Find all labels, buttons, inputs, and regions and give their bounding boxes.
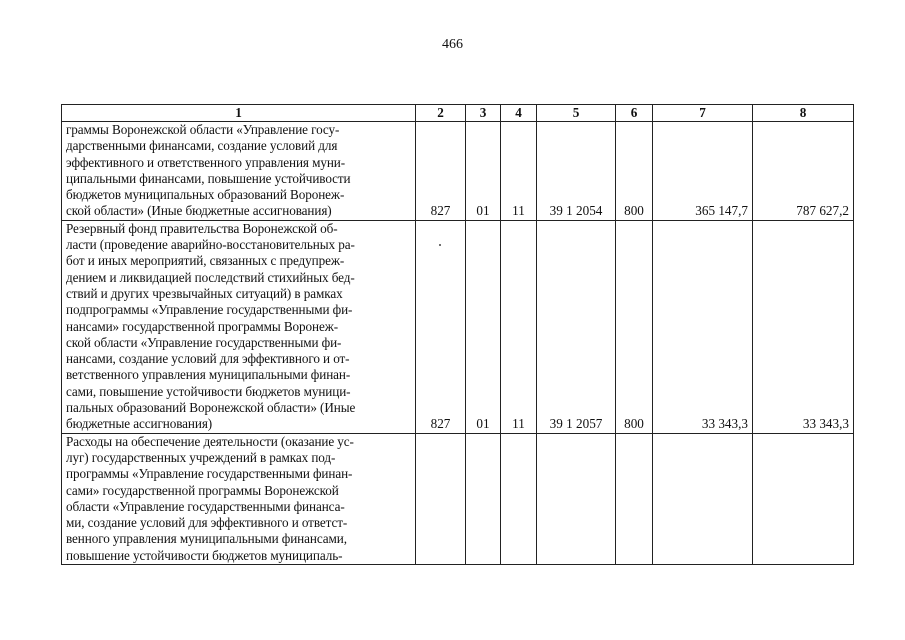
- cell-expense-type: [616, 433, 653, 564]
- cell-amount-col8: [753, 433, 854, 564]
- table-row: [62, 122, 854, 221]
- description-line: ветственного управления муниципальными финан-: [66, 367, 351, 383]
- description-line: программы «Управление государственными финан-: [66, 466, 353, 482]
- cell-amount-col7: [653, 433, 753, 564]
- header-col-5: 5: [537, 105, 616, 122]
- budget-table: [61, 104, 854, 565]
- description-line: ской области» (Иные бюджетные ассигнования): [66, 203, 332, 219]
- header-col-2: 2: [416, 105, 466, 122]
- description-line: нансами, создание условий для эффективного и от-: [66, 351, 350, 367]
- header-col-4: 4: [501, 105, 537, 122]
- table-header-row: [62, 105, 854, 122]
- description-line: области «Управление государственными финанса-: [66, 498, 345, 514]
- description-line: ласти (проведение аварийно-восстановительных ра-: [66, 237, 355, 253]
- cell-amount-col7: 33 343,3: [653, 220, 753, 433]
- description-line: ми, создание условий для эффективного и ответст-: [66, 515, 348, 531]
- header-col-1: 1: [62, 105, 416, 122]
- description-line: Расходы на обеспечение деятельности (оказание ус-: [66, 433, 354, 449]
- description-line: нансами» государственной программы Воронеж-: [66, 318, 339, 334]
- cell-ministry-code: 827: [416, 220, 466, 433]
- description-line: луг) государственных учреждений в рамках под-: [66, 449, 336, 465]
- cell-section: [466, 433, 501, 564]
- description-line: венного управления муниципальными финансами,: [66, 531, 347, 547]
- cell-subsection: 11: [501, 122, 537, 221]
- description-line: бот и иных мероприятий, связанных с предупреж-: [66, 253, 345, 269]
- row-description: [62, 433, 416, 564]
- description-line: ципальными финансами, повышение устойчивости: [66, 170, 351, 186]
- description-line: сами, повышение устойчивости бюджетов муници-: [66, 383, 351, 399]
- description-line: пальных образований Воронежской области» (Иные: [66, 400, 356, 416]
- cell-expense-type: 800: [616, 220, 653, 433]
- description-line: эффективного и ответственного управления муни-: [66, 154, 346, 170]
- description-line: ской области «Управление государственными фи-: [66, 334, 342, 350]
- header-col-6: 6: [616, 105, 653, 122]
- description-line: бюджетов муниципальных образований Воронеж-: [66, 187, 345, 203]
- table-row: [62, 433, 854, 564]
- row-description: [62, 220, 416, 433]
- description-line: дением и ликвидацией последствий стихийных бед-: [66, 269, 355, 285]
- cell-section: 01: [466, 122, 501, 221]
- cell-target-article: [537, 433, 616, 564]
- scan-speck-mark: [439, 244, 441, 246]
- cell-target-article: 39 1 2057: [537, 220, 616, 433]
- cell-subsection: [501, 433, 537, 564]
- cell-section: 01: [466, 220, 501, 433]
- description-line: Резервный фонд правительства Воронежской об-: [66, 220, 338, 236]
- cell-target-article: 39 1 2054: [537, 122, 616, 221]
- description-line: подпрограммы «Управление государственными фи-: [66, 302, 353, 318]
- cell-ministry-code: [416, 433, 466, 564]
- description-line: сами» государственной программы Воронежской: [66, 482, 339, 498]
- header-col-8: 8: [753, 105, 854, 122]
- description-line: ствий и других чрезвычайных ситуаций) в рамках: [66, 285, 343, 301]
- header-col-3: 3: [466, 105, 501, 122]
- cell-expense-type: 800: [616, 122, 653, 221]
- cell-ministry-code: 827: [416, 122, 466, 221]
- description-line: дарственными финансами, создание условий для: [66, 138, 338, 154]
- description-line: граммы Воронежской области «Управление госу-: [66, 122, 340, 137]
- page-number: 466: [442, 37, 463, 52]
- table-row: [62, 220, 854, 433]
- header-col-7: 7: [653, 105, 753, 122]
- description-line: бюджетные ассигнования): [66, 416, 213, 432]
- cell-subsection: 11: [501, 220, 537, 433]
- row-description: [62, 122, 416, 221]
- cell-amount-col7: 365 147,7: [653, 122, 753, 221]
- cell-amount-col8: 787 627,2: [753, 122, 854, 221]
- cell-amount-col8: 33 343,3: [753, 220, 854, 433]
- description-line: повышение устойчивости бюджетов муниципаль-: [66, 547, 343, 563]
